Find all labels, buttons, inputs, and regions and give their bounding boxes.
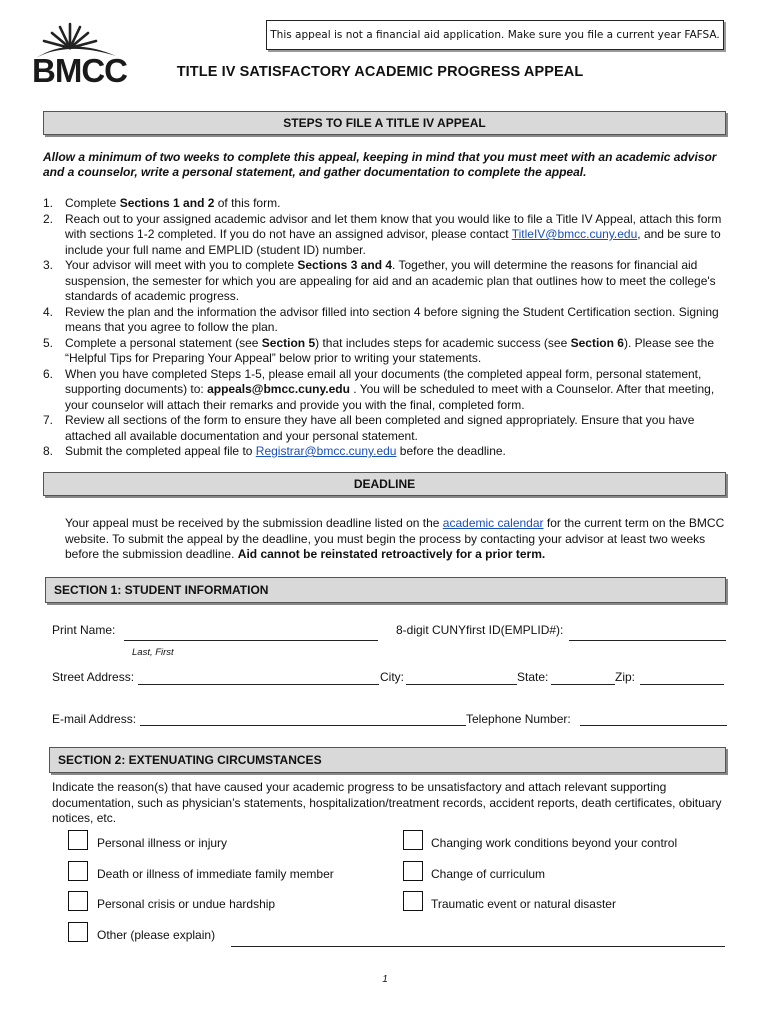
other-checkbox[interactable] [68,922,88,942]
emplid-field[interactable] [569,640,726,641]
name-format-hint: Last, First [132,647,174,658]
deadline-text: Your appeal must be received by the submission deadline listed on the academic calendar for the current term on the BMCC website. To submit the appeal by the deadline, you must begin the process by contacting your advisor at least two weeks before the submission deadline. Aid cannot be reinstated retroactively for a prior term. [65,516,725,561]
checkbox-label: Other (please explain) [97,928,216,942]
list-item: 7. Review all sections of the form to ensure they have all been completed and signed appropriately. Ensure that you have attached all available documentation and your personal statement. [43,413,695,443]
work-conditions-checkbox[interactable] [403,830,423,850]
list-item: 1. Complete Sections 1 and 2 of this form. [43,196,281,210]
curriculum-change-checkbox[interactable] [403,861,423,881]
traumatic-event-checkbox[interactable] [403,891,423,911]
emplid-label: 8-digit CUNYfirst ID(EMPLID#): [396,623,564,637]
checkbox-label: Personal illness or injury [97,836,228,850]
personal-crisis-checkbox[interactable] [68,891,88,911]
bmcc-logo [30,18,160,87]
print-name-field[interactable] [124,640,378,641]
email-field[interactable] [140,725,466,726]
list-item: 5. Complete a personal statement (see Section 5) that includes steps for academic success (see Section 6). Please see the “Helpful Tips for Preparing Your Appeal” below prior to writing your statements. [43,335,715,365]
statue-torch-icon [30,18,160,84]
section2-instructions: Indicate the reason(s) that have caused your academic progress to be unsatisfactory and attach relevant supporting documentation, such as physician’s statements, hospitalization/treatment records, accident reports, death certificates, obituary notices, etc. [52,780,722,825]
street-address-label: Street Address: [52,670,135,684]
section2-heading: SECTION 2: EXTENUATING CIRCUMSTANCES [49,747,726,773]
street-address-field[interactable] [138,684,379,685]
list-item: 3. Your advisor will meet with you to complete Sections 3 and 4. Together, you will determine the reasons for financial aid suspension, the semester for which you are appealing for aid and an academic plan that outlines how to meet the college's standards of academic progress. [43,258,716,303]
family-illness-checkbox[interactable] [68,861,88,881]
deadline-heading: DEADLINE [43,472,726,496]
telephone-label: Telephone Number: [466,712,571,726]
list-item: 4. Review the plan and the information the advisor filled into section 4 before signing the Student Certification section. Signing means that you agree to follow the plan. [43,304,719,334]
page-number: 1 [382,974,388,985]
other-explain-field[interactable] [231,946,725,947]
list-item: 8. Submit the completed appeal file to Registrar@bmcc.cuny.edu before the deadline. [43,444,506,458]
state-label: State: [517,670,549,684]
print-name-label: Print Name: [52,623,116,637]
zip-label: Zip: [615,670,636,684]
checkbox-label: Changing work conditions beyond your control [431,836,678,850]
checkbox-label: Death or illness of immediate family member [97,867,334,881]
fafsa-notice: This appeal is not a financial aid application. Make sure you file a current year FAFSA. [266,20,724,50]
intro-text: Allow a minimum of two weeks to complete this appeal, keeping in mind that you must meet with an academic advisor and a counselor, write a personal statement, and gather documentation to complete the appeal. [43,150,717,179]
city-label: City: [380,670,404,684]
email-label: E-mail Address: [52,712,137,726]
zip-field[interactable] [640,684,724,685]
personal-illness-checkbox[interactable] [68,830,88,850]
list-item: 6. When you have completed Steps 1-5, please email all your documents (the completed appeal form, personal statement, supporting documents) to: appeals@bmcc.cuny.edu . You will be scheduled to meet with a Counselor. After that meeting, your counselor will attach their remarks and provide you with the final, completed form. [43,366,715,412]
checkbox-label: Change of curriculum [431,867,546,881]
checkbox-label: Personal crisis or undue hardship [97,897,276,911]
steps-heading: STEPS TO FILE A TITLE IV APPEAL [43,111,726,135]
state-field[interactable] [551,684,615,685]
academic-calendar-link[interactable]: academic calendar [442,516,544,530]
page-title: TITLE IV SATISFACTORY ACADEMIC PROGRESS APPEAL [176,64,584,80]
registrar-email-link[interactable]: Registrar@bmcc.cuny.edu [255,444,397,458]
city-field[interactable] [406,684,517,685]
titleiv-email-link[interactable]: TitleIV@bmcc.cuny.edu [511,227,638,241]
checkbox-label: Traumatic event or natural disaster [431,897,616,911]
list-item: 2. Reach out to your assigned academic advisor and let them know that you would like to file a Title IV Appeal, attach this form with sections 1-2 completed. If you do not have an assigned advisor, please contact TitleIV@bmcc.cuny.edu, and be sure to include your full name and EMPLID (student ID) number. [43,211,722,257]
section1-heading: SECTION 1: STUDENT INFORMATION [45,577,726,603]
svg-text:BMCC: BMCC [32,52,127,84]
steps-list [43,196,733,460]
telephone-field[interactable] [580,725,727,726]
